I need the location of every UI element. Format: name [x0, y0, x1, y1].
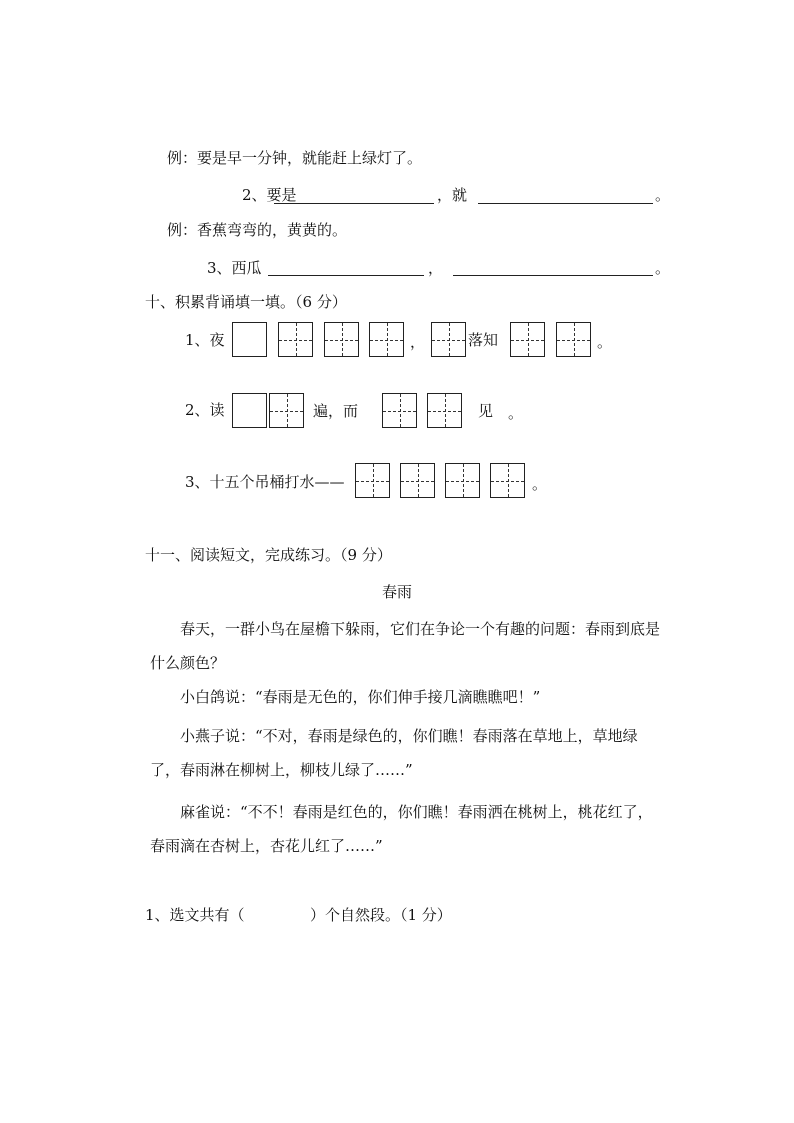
item-2-blank-1[interactable] — [274, 203, 434, 204]
s10-q1-box-1[interactable] — [232, 322, 267, 357]
passage-title: 春雨 — [381, 583, 412, 601]
s10-q2-box-4[interactable] — [427, 393, 462, 428]
s10-q3-box-2[interactable] — [400, 463, 435, 498]
s10-q3-label: 3、十五个吊桶打水—— — [185, 473, 345, 491]
item-3-blank-1[interactable] — [268, 275, 424, 276]
item-2-blank-2[interactable] — [478, 203, 653, 204]
example-1-text: 例：要是早一分钟，就能赶上绿灯了。 — [167, 149, 423, 167]
s10-q1-mid: 落知 — [468, 331, 499, 349]
section-11-title: 十一、阅读短文，完成练习。（9 分） — [145, 546, 392, 564]
passage-paragraph-2 — [150, 680, 665, 714]
passage-paragraph-4 — [150, 795, 665, 863]
s10-q2-box-2[interactable] — [269, 393, 304, 428]
section-10-title: 十、积累背诵填一填。（6 分） — [145, 293, 347, 311]
s10-q3-box-3[interactable] — [445, 463, 480, 498]
item-3-label: 3、西瓜 — [207, 259, 262, 277]
item-2-mid: ，就 — [437, 186, 468, 204]
s10-q2-box-3[interactable] — [382, 393, 417, 428]
example-2-text: 例：香蕉弯弯的，黄黄的。 — [167, 221, 348, 239]
item-3-blank-2[interactable] — [453, 275, 653, 276]
item-2-end: 。 — [655, 186, 671, 204]
s10-q1-label: 1、夜 — [185, 331, 225, 349]
s10-q3-box-1[interactable] — [355, 463, 390, 498]
s10-q1-box-2[interactable] — [278, 322, 313, 357]
passage-paragraph-1 — [150, 612, 665, 680]
s11-q1-prefix: 1、选文共有（ — [145, 906, 245, 924]
s11-q1-answer-blank[interactable] — [262, 903, 306, 925]
s10-q2-end: 。 — [508, 404, 524, 422]
paragraph-4-text: 麻雀说：“不不！春雨是红色的，你们瞧！春雨洒在桃树上，桃花红了，春雨滴在杏树上，杏花儿红了……” — [150, 803, 653, 855]
s10-q1-comma: ， — [410, 333, 426, 351]
paragraph-3-text: 小燕子说：“不对，春雨是绿色的，你们瞧！春雨落在草地上，草地绿了，春雨淋在柳树上，柳枝儿绿了……” — [150, 727, 638, 779]
paragraph-2-text: 小白鸽说：“春雨是无色的，你们伸手接几滴瞧瞧吧！” — [180, 688, 541, 706]
s10-q1-box-4[interactable] — [369, 322, 404, 357]
item-3-mid: ， — [428, 259, 444, 277]
item-3-end: 。 — [655, 259, 671, 277]
s10-q3-end: 。 — [532, 475, 548, 493]
s11-q1-suffix: ）个自然段。（1 分） — [310, 906, 452, 924]
s10-q1-box-7[interactable] — [556, 322, 591, 357]
item-2-label: 2、要是 — [242, 186, 297, 204]
s10-q3-box-4[interactable] — [490, 463, 525, 498]
s10-q2-box-1[interactable] — [232, 393, 267, 428]
s10-q1-box-6[interactable] — [510, 322, 545, 357]
s10-q2-mid-2: 见 — [478, 402, 494, 420]
s10-q1-end: 。 — [597, 333, 613, 351]
s10-q1-box-5[interactable] — [431, 322, 466, 357]
passage-paragraph-3 — [150, 719, 665, 787]
s10-q1-box-3[interactable] — [324, 322, 359, 357]
s10-q2-mid-1: 遍，而 — [313, 402, 359, 420]
s10-q2-label: 2、读 — [185, 401, 225, 419]
paragraph-1-text: 春天，一群小鸟在屋檐下躲雨，它们在争论一个有趣的问题：春雨到底是什么颜色？ — [150, 620, 661, 672]
